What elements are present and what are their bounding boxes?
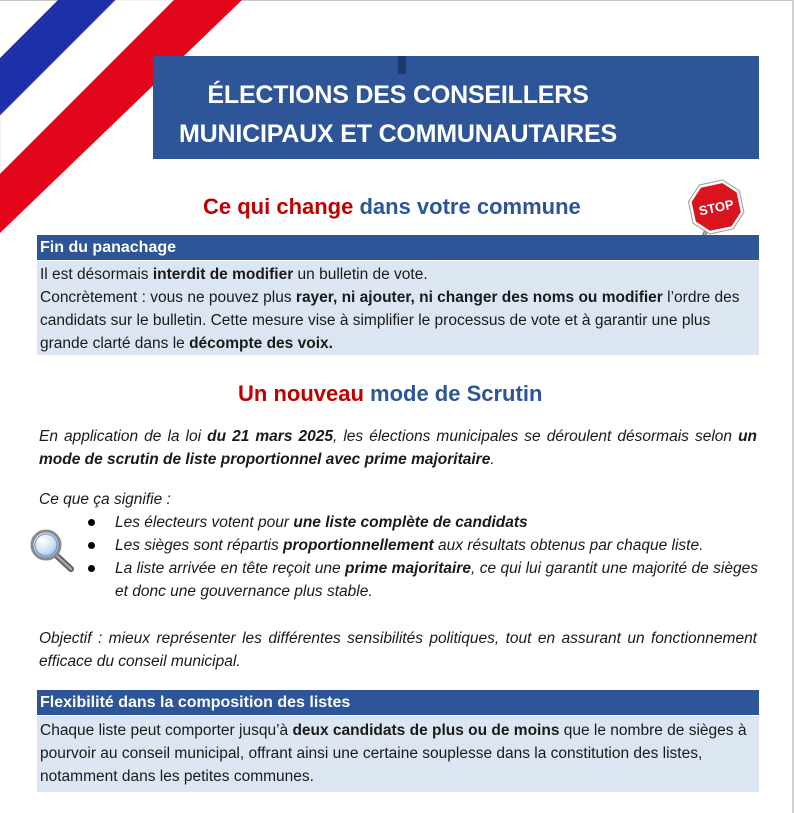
text-run: Il est désormais (40, 266, 153, 283)
text-run-bold: rayer, ni ajouter, ni changer des noms ou modifier (295, 289, 663, 306)
meaning-list (88, 511, 758, 603)
text-run: l’ordre des candidats sur le bulletin. Cette mesure vise à simplifier le processus de vote et à garantir une plus grande clarté dans le (40, 289, 740, 352)
text-run-bold: du 21 mars 2025 (207, 428, 333, 445)
text-run: , ce qui lui garantit une majorité de sièges et donc une gouvernance plus stable. (115, 560, 758, 600)
text-run: Les électeurs votent pour (115, 514, 294, 531)
text-run-bold: prime majoritaire (345, 560, 471, 577)
bullet-icon (88, 519, 95, 526)
text-run-bold: une liste complète de candidats (293, 514, 528, 531)
text-run: Les sièges sont répartis (115, 537, 284, 554)
page-title (153, 76, 643, 154)
text-run: un bulletin de vote. (293, 266, 428, 283)
stop-sign-label: STOP (697, 196, 736, 219)
intro-paragraph (39, 425, 757, 471)
heading-new-voting-mode-red: Un nouveau (238, 381, 364, 406)
section-title-panachage: Fin du panachage (37, 235, 759, 260)
page-title-line-1: ÉLECTIONS DES CONSEILLERS (207, 81, 589, 109)
text-run: En application de la loi (39, 428, 208, 445)
panachage-line-2 (40, 286, 756, 355)
text-run-bold: proportionnellement (283, 537, 434, 554)
bullet-icon (88, 542, 95, 549)
list-item (88, 534, 758, 557)
heading-new-voting-mode (238, 381, 542, 407)
text-run: aux résultats obtenus par chaque liste. (433, 537, 704, 554)
text-run: Concrètement : vous ne pouvez plus (40, 289, 296, 306)
page-title-line-2: MUNICIPAUX ET COMMUNAUTAIRES (179, 120, 617, 148)
section-body-flexibility (37, 716, 759, 792)
list-item (88, 511, 758, 534)
heading-new-voting-mode-blue: mode de Scrutin (363, 381, 543, 406)
text-run-bold: interdit de modifier (152, 266, 294, 283)
meaning-label: Ce que ça signifie : (39, 491, 171, 508)
text-run: Chaque liste peut comporter jusqu’à (40, 722, 293, 739)
text-run: . (490, 451, 495, 468)
text-run: que le nombre de sièges à pourvoir au conseil municipal, offrant ainsi une certaine souplesse dans la constitution des listes, notamment dans les petites communes. (40, 722, 747, 785)
text-run-bold: décompte des voix. (189, 335, 333, 352)
section-title-flexibility: Flexibilité dans la composition des listes (37, 690, 759, 715)
section-body-panachage (37, 261, 759, 355)
heading-what-changes (203, 194, 581, 220)
text-run: La liste arrivée en tête reçoit une (115, 560, 346, 577)
objective-paragraph: Objectif : mieux représenter les différentes sensibilités politiques, tout en assurant un fonctionnement efficace du conseil municipal. (39, 630, 757, 670)
bullet-icon (88, 565, 95, 572)
text-run-bold: un mode de scrutin de liste proportionnel avec prime majoritaire (39, 428, 757, 468)
text-run-bold: deux candidats de plus ou de moins (292, 722, 560, 739)
list-item (88, 557, 758, 603)
heading-what-changes-red: Ce qui change (203, 194, 354, 219)
panachage-line-1 (40, 263, 756, 286)
text-run: , les élections municipales se déroulent désormais selon (332, 428, 739, 445)
banner-tab (398, 56, 406, 74)
magnifier-icon (27, 527, 77, 575)
heading-what-changes-blue: dans votre commune (353, 194, 581, 219)
